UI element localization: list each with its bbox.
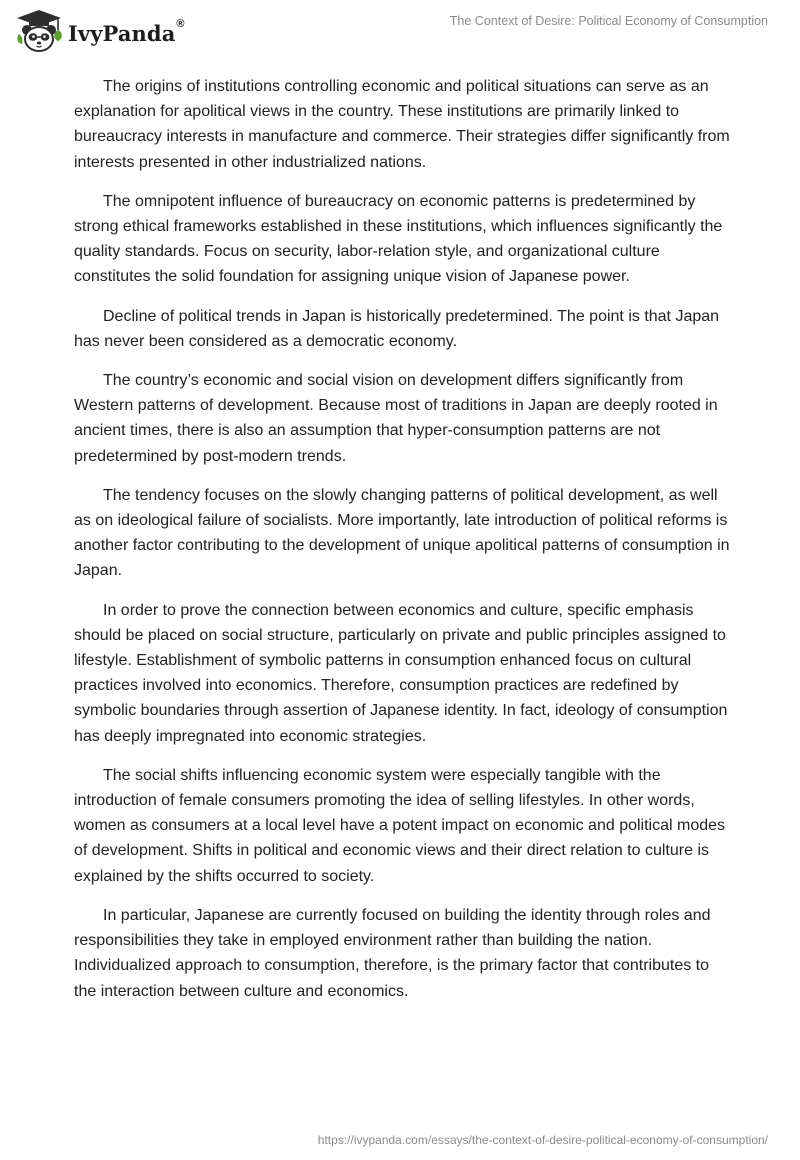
paragraph-6: In order to prove the connection between economics and culture, specific emphasis should be placed on social structure, particularly on private and public principles assigned to lifestyle. Establishment of symbolic patterns in consumption enhanced focus on cultural practices involved into economics. Therefore, consumption practices are redefined by symbolic boundaries through assertion of Japanese identity. In fact, ideology of consumption has deeply impregnated into economic strategies. (74, 601, 728, 745)
registered-mark: ® (176, 17, 185, 30)
paragraph-1: The origins of institutions controlling economic and political situations can serve as an explanation for apolitical views in the country. These institutions are primarily linked to bureaucracy interests in manufacture and commerce. Their strategies differ significantly from interests presented in other industrialized nations. (74, 78, 730, 171)
brand-name: IvyPanda® (68, 17, 185, 46)
page-header (0, 0, 800, 60)
source-url-link[interactable]: https://ivypanda.com/essays/the-context-of-desire-political-economy-of-consumption/ (317, 1133, 768, 1147)
paragraph-5: The tendency focuses on the slowly changing patterns of political development, as well as on ideological failure of socialists. More importantly, late introduction of political reforms is another factor contributing to the development of unique apolitical patterns of consumption in Japan. (74, 486, 730, 580)
paragraph-7: The social shifts influencing economic system were especially tangible with the introduction of female consumers promoting the idea of selling lifestyles. In other words, women as consumers at a local level have a potent impact on economic and political modes of development. Shifts in political and economic views and their direct relation to culture is explained by the shifts occurred to society. (74, 766, 726, 885)
paragraph-3: Decline of political trends in Japan is historically predetermined. The point is that Japan has never been considered as a democratic economy. (74, 307, 720, 350)
paragraph-2: The omnipotent influence of bureaucracy on economic patterns is predetermined by strong ethical frameworks established in these institutions, which influences significantly the quality standards. Focus on security, labor-relation style, and organizational culture constitutes the solid foundation for assigning unique vision of Japanese power. (74, 192, 723, 286)
panda-graduate-icon (14, 8, 64, 54)
paragraph-8: In particular, Japanese are currently focused on building the identity through roles and responsibilities they take in employed environment rather than building the nation. Individualized approach to consumption, therefore, is the primary factor that contributes to the interaction between culture and economics. (74, 906, 711, 1000)
essay-body (74, 74, 734, 1018)
document-title: The Context of Desire: Political Economy of Consumption (449, 14, 768, 28)
paragraph-4: The country’s economic and social vision on development differs significantly from Western patterns of development. Because most of traditions in Japan are deeply rooted in ancient times, there is also an assumption that hyper-consumption patterns are not predetermined by post-modern trends. (74, 372, 718, 465)
ivypanda-logo[interactable] (14, 8, 185, 54)
